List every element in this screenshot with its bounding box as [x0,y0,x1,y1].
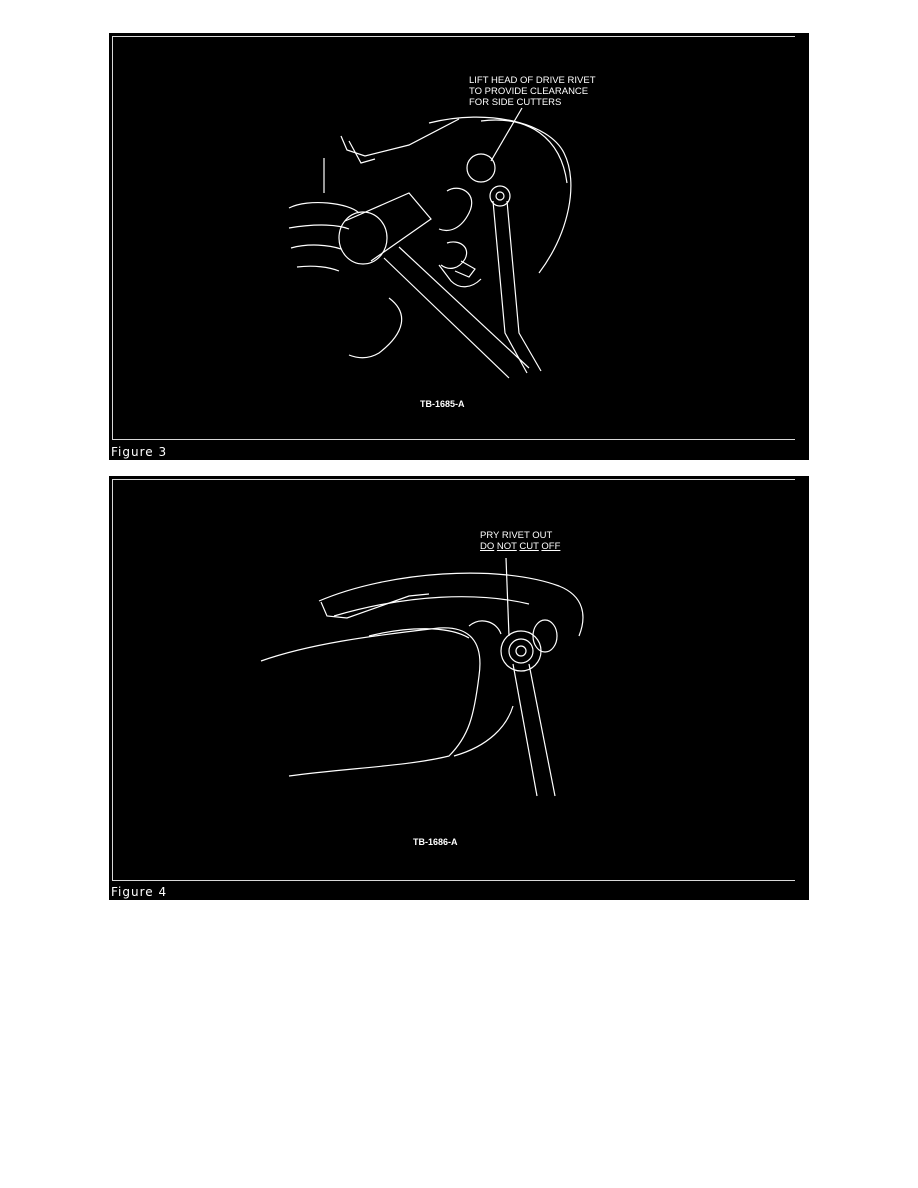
figure-code: TB-1686-A [413,837,458,847]
figure-4-panel [109,476,809,900]
callout-line: PRY RIVET OUT [480,530,553,541]
figure-3-panel [109,33,809,460]
callout-word: DO [480,541,495,552]
figure-caption: Figure 3 [111,445,168,459]
callout-line: TO PROVIDE CLEARANCE [469,86,589,97]
figure-code: TB-1685-A [420,399,465,409]
rivet-lift-illustration [109,33,809,460]
callout-pry-rivet [480,530,560,552]
figure-caption: Figure 4 [111,885,168,899]
callout-line: LIFT HEAD OF DRIVE RIVET [469,75,596,86]
callout-word: NOT [496,541,517,552]
callout-lift-rivet [469,75,596,108]
callout-line: FOR SIDE CUTTERS [469,97,562,108]
callout-word: OFF [541,541,561,552]
callout-word: CUT [519,541,539,552]
rivet-pry-illustration [109,476,809,900]
